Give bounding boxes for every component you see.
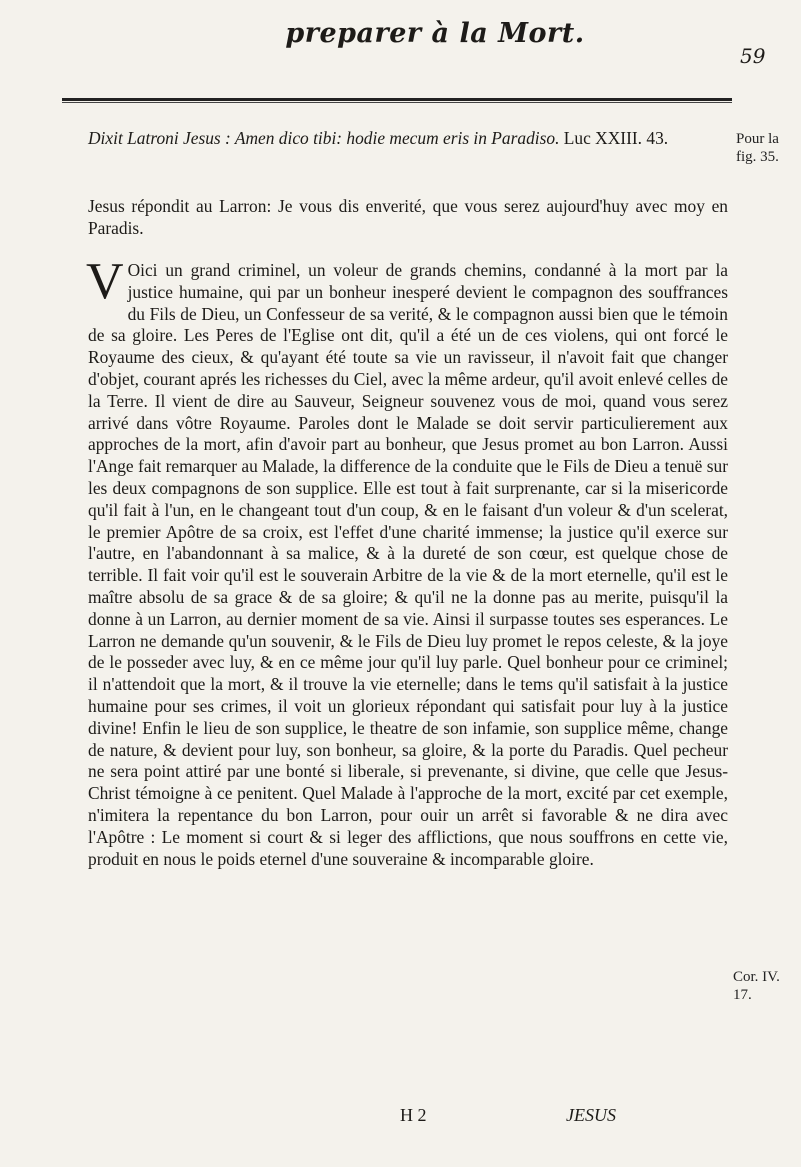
- running-title: preparer à la Mort.: [285, 18, 585, 49]
- epigraph-latin: Dixit Latroni Jesus : Amen dico tibi: hodie mecum eris in Paradiso.: [88, 128, 560, 148]
- body-paragraph: [86, 253, 728, 870]
- epigraph-reference: Luc XXIII. 43.: [563, 128, 669, 148]
- margin-note-citation: Cor. IV. 17.: [733, 969, 780, 1003]
- margin-note-figure: Pour la fig. 35.: [736, 131, 779, 165]
- catchword: JESUS: [566, 1105, 616, 1125]
- dropcap: V: [86, 253, 124, 310]
- header-rule: [62, 98, 732, 101]
- page-number: 59: [740, 44, 766, 68]
- body-text: Oici un grand criminel, un voleur de grands chemins, condanné à la mort par la justice humaine, qui par un bonheur inesperé devient le compagnon des souffrances du Fils de Dieu, un Confesseur de sa verité, & le compagnon aussi bien que le témoin de sa gloire. Les Peres de l'Eglise ont dit, qu'il a été un de ces violens, qui ont forcé le Royaume des cieux, & qu'ayant été toute sa vie un ravisseur, il n'avoit fait que changer d'objet, courant aprés les richesses du Ciel, avec la même ardeur, qu'il avoit enlevé celles de la Terre. Il vient de dire au Sauveur, Seigneur souvenez vous de moi, quand vous serez arrivé dans vôtre Royaume. Paroles dont le Malade se doit servir particulierement aux approches de la mort, afin d'avoir part au bonheur, que Jesus promet au bon Larron. Aussi l'Ange fait remarquer au Malade, la difference de la conduite que le Fils de Dieu a tenuë sur les deux compagnons de son supplice. Elle est tout à fait surprenante, car si la misericorde qu'il fait à l'un, en le changeant tout d'un coup, & en le faisant d'un voleur & d'un scelerat, le premier Apôtre de sa croix, est l'effet d'une charité immense; la justice qu'il exerce sur l'autre, en l'abandonnant à sa malice, & à la dureté de son cœur, est quelque chose de terrible. Il fait voir qu'il est le souverain Arbitre de la vie & de la mort eternelle, qu'il est le maître absolu de sa grace & de sa gloire; & qu'il ne la donne pas au merite, puisqu'il la donne à un Larron, au dernier moment de sa vie. Ainsi il surpasse toutes ses esperances. Le Larron ne demande qu'un souvenir, & le Fils de Dieu luy promet le repos celeste, & la joye de le posseder avec luy, & en ce même jour qu'il luy parle. Quel bonheur pour ce criminel; il n'attendoit que la mort, & il trouve la vie eternelle; dans le tems qu'il satisfait à la justice humaine pour ses crimes, il voit un glorieux répondant qui satisfait pour luy à la justice divine! Enfin le lieu de son supplice, le theatre de son infamie, son supplice même, change de nature, & devient pour luy, son bonheur, sa gloire, & la porte du Paradis. Quel pecheur ne sera point attiré par une bonté si liberale, si prevenante, si divine, que celle que Jesus-Christ témoigne à ce penitent. Quel Malade à l'approche de la mort, excité par cet exemple, n'imitera la repentance du bon Larron, pour ouir un arrêt si favorable & ne dira avec l'Apôtre : Le moment si court & si leger des afflictions, que nous souffrons en cette vie, produit en nous le poids eternel d'une souveraine & incomparable gloire.: [88, 260, 728, 869]
- intro-translation: Jesus répondit au Larron: Je vous dis enverité, que vous serez aujourd'huy avec moy en Paradis.: [88, 196, 728, 238]
- header-rule-thin: [62, 102, 732, 103]
- signature-mark: H 2: [400, 1105, 427, 1125]
- epigraph: [88, 128, 728, 150]
